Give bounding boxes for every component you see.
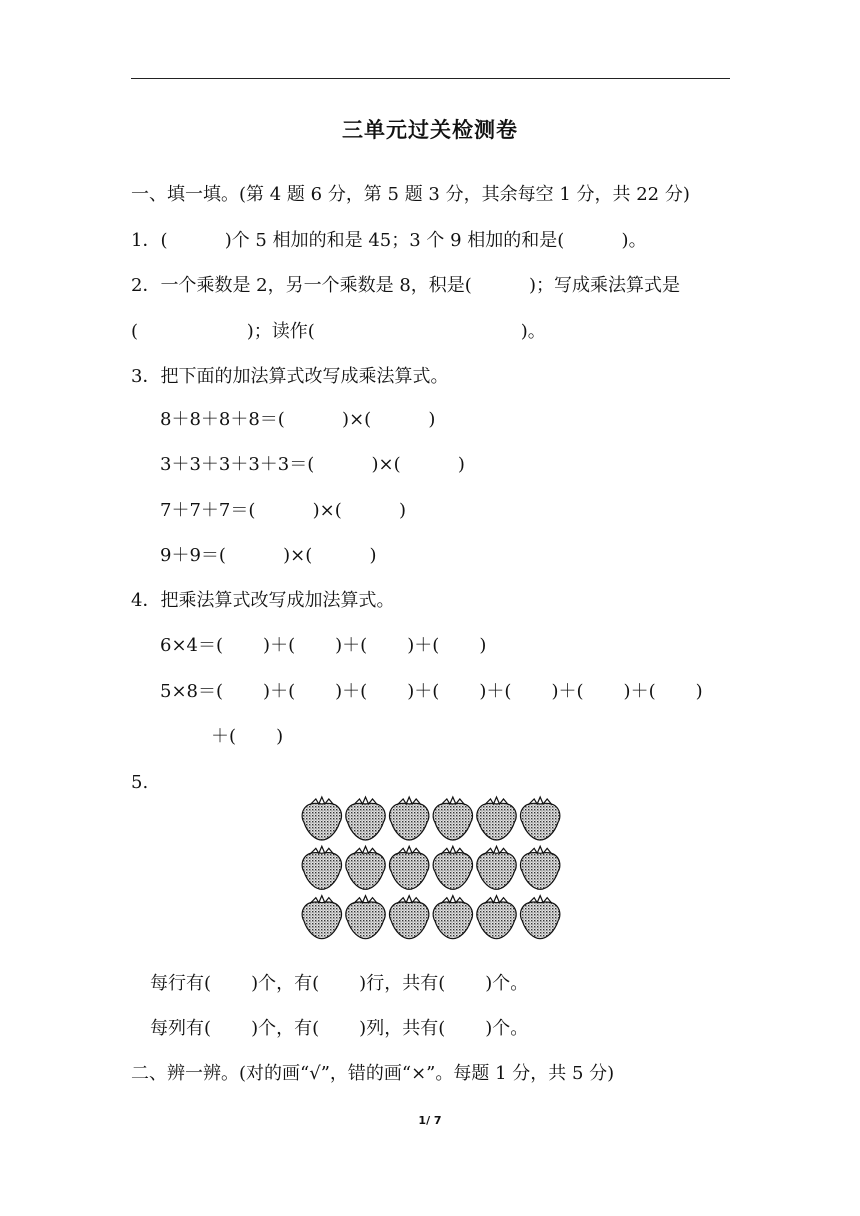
question-5-rows: 每行有( )个，有( )行，共有( )个。 <box>150 973 529 994</box>
strawberry-icon <box>302 896 341 939</box>
question-4-item-b: 5×8＝( )＋( )＋( )＋( )＋( )＋( )＋( ) <box>160 681 703 702</box>
header-rule <box>131 78 730 79</box>
question-4-item-b-continued: ＋( ) <box>211 726 284 747</box>
page-title: 三单元过关检测卷 <box>342 118 518 142</box>
question-3-item-a: 8＋8＋8＋8＝( )×( ) <box>160 409 436 430</box>
strawberry-icon <box>346 896 385 939</box>
strawberry-grid <box>300 794 562 942</box>
strawberry-icon <box>477 797 516 840</box>
strawberry-icon <box>433 896 472 939</box>
strawberry-icon <box>520 797 559 840</box>
strawberry-icon <box>520 846 559 889</box>
question-4-item-a: 6×4＝( )＋( )＋( )＋( ) <box>160 635 487 656</box>
strawberry-icon <box>389 846 428 889</box>
question-3-item-c: 7＋7＋7＝( )×( ) <box>160 500 406 521</box>
section-2-heading: 二、辨一辨。(对的画“√”，错的画“×”。每题 1 分，共 5 分) <box>131 1063 615 1084</box>
question-4: 4．把乘法算式改写成加法算式。 <box>131 590 395 611</box>
question-2-line-2: ( )；读作( )。 <box>131 321 546 342</box>
strawberry-icon <box>477 896 516 939</box>
question-3-item-d: 9＋9＝( )×( ) <box>160 545 377 566</box>
strawberry-icon <box>302 797 341 840</box>
strawberry-icon <box>389 896 428 939</box>
question-1: 1．( )个 5 相加的和是 45；3 个 9 相加的和是( )。 <box>131 230 647 251</box>
question-2-line-1: 2．一个乘数是 2，另一个乘数是 8，积是( )；写成乘法算式是 <box>131 275 681 296</box>
page-number: 1/ 7 <box>418 1114 442 1127</box>
question-5-columns: 每列有( )个，有( )列，共有( )个。 <box>150 1018 529 1039</box>
strawberry-icon <box>477 846 516 889</box>
question-3-item-b: 3＋3＋3＋3＋3＝( )×( ) <box>160 454 465 475</box>
strawberry-icon <box>389 797 428 840</box>
strawberry-icon <box>433 797 472 840</box>
question-5: 5. <box>131 772 149 793</box>
section-1-heading: 一、填一填。(第 4 题 6 分，第 5 题 3 分，其余每空 1 分，共 22 分) <box>131 184 690 205</box>
strawberry-icon <box>346 797 385 840</box>
strawberry-icon <box>302 846 341 889</box>
strawberry-icon <box>346 846 385 889</box>
question-3: 3．把下面的加法算式改写成乘法算式。 <box>131 366 449 387</box>
strawberry-icon <box>433 846 472 889</box>
strawberry-icon <box>520 896 559 939</box>
